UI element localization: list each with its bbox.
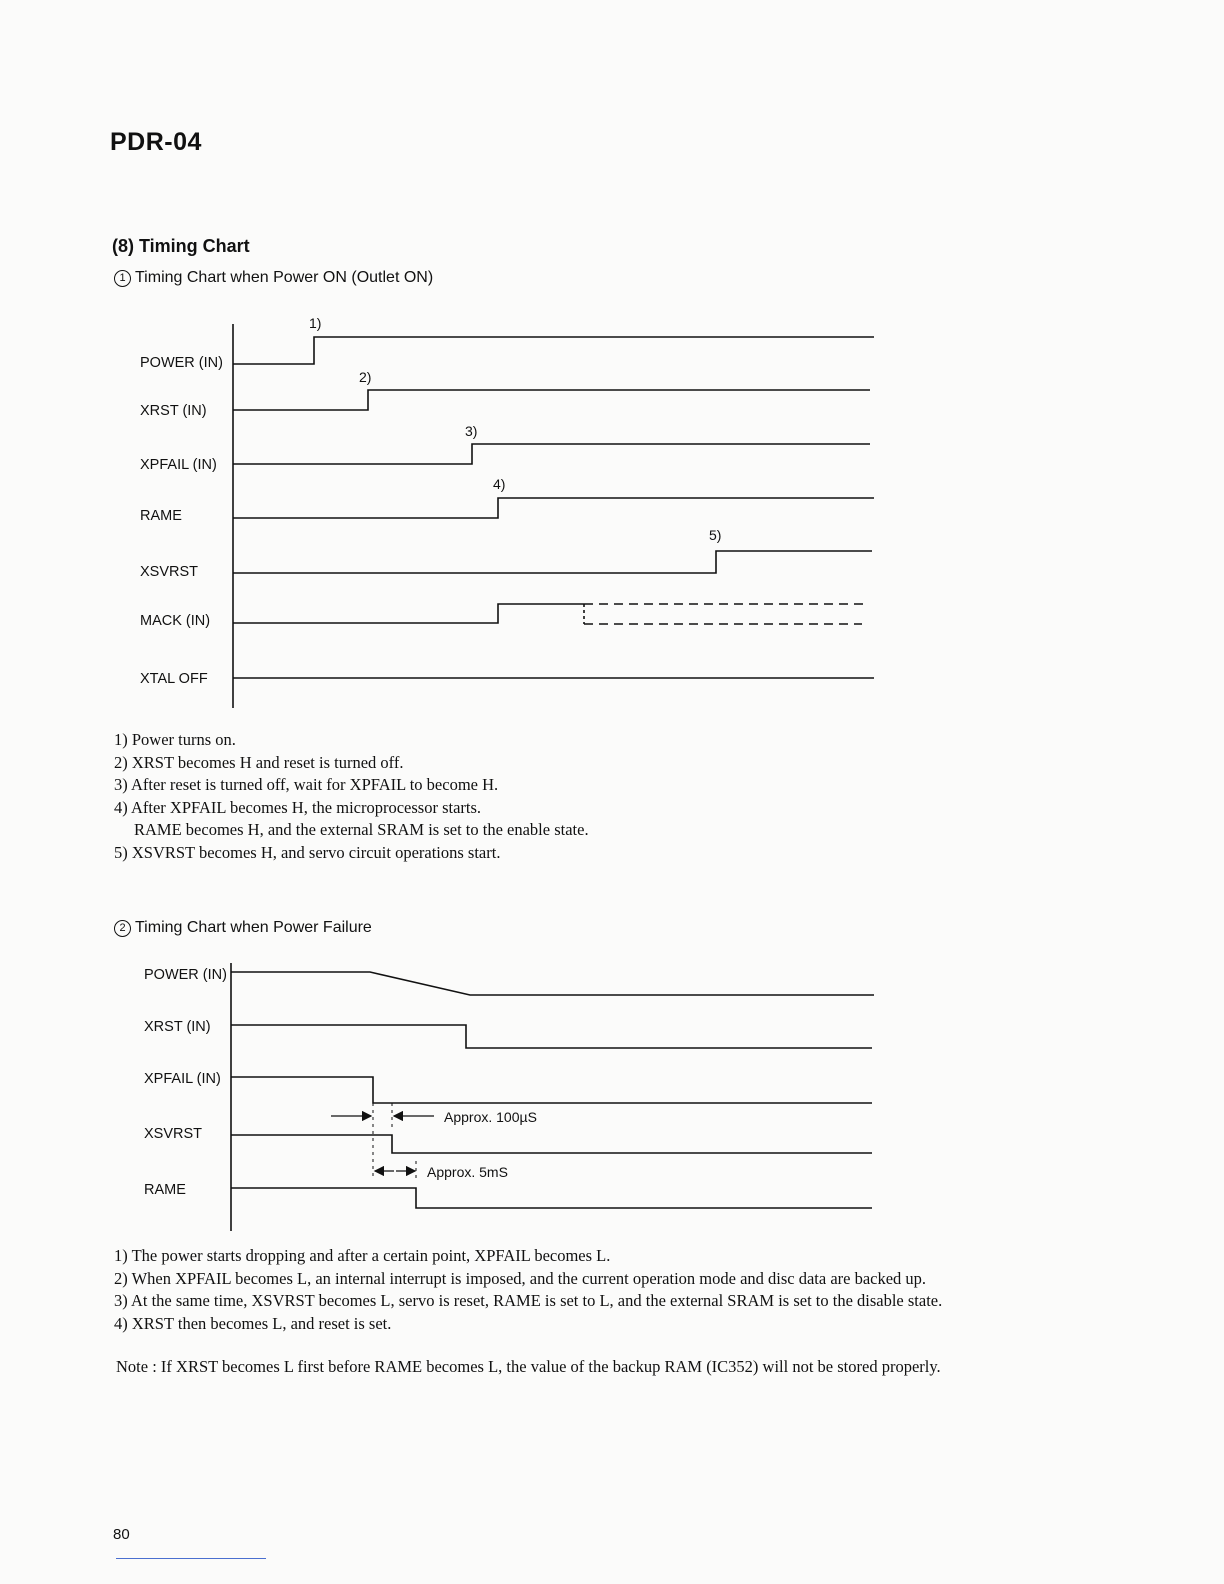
- signal-label: RAME: [140, 508, 182, 524]
- chart1-timing-diagram: [0, 300, 1224, 720]
- chart2-timing-diagram: [0, 955, 1224, 1245]
- signal-label: XPFAIL (IN): [144, 1071, 221, 1087]
- note-item: 2) When XPFAIL becomes L, an internal interrupt is imposed, and the current operation mode and disc data are backed up.: [114, 1268, 927, 1288]
- xpfail-waveform: [231, 1077, 872, 1103]
- backup-ram-note: Note : If XRST becomes L first before RAME becomes L, the value of the backup RAM (IC352) will not be stored properly.: [116, 1357, 941, 1376]
- signal-label: POWER (IN): [144, 967, 227, 983]
- rame-waveform: [233, 498, 874, 518]
- circled-number: 2: [114, 920, 131, 937]
- event-label: 4): [493, 476, 506, 492]
- section-title: (8) Timing Chart: [112, 236, 250, 256]
- signal-label: XRST (IN): [144, 1019, 211, 1035]
- rame-waveform: [231, 1188, 872, 1208]
- signal-label: XRST (IN): [140, 403, 207, 419]
- note-item: 1) The power starts dropping and after a certain point, XPFAIL becomes L.: [114, 1246, 611, 1265]
- chart2-heading: [114, 919, 372, 937]
- circled-number: 1: [114, 270, 131, 287]
- xrst-waveform: [231, 1025, 872, 1048]
- xsvrst-waveform: [233, 551, 872, 573]
- chart1-title: Timing Chart when Power ON (Outlet ON): [135, 269, 434, 286]
- footer-rule: [116, 1558, 266, 1559]
- note-item: 5) XSVRST becomes H, and servo circuit operations start.: [114, 842, 501, 862]
- chart2-title: Timing Chart when Power Failure: [135, 919, 372, 936]
- event-label: 3): [465, 423, 478, 439]
- xpfail-waveform: [233, 444, 870, 464]
- signal-label: RAME: [144, 1182, 186, 1198]
- xrst-waveform: [233, 390, 870, 410]
- annotation-5ms: Approx. 5mS: [427, 1164, 508, 1180]
- signal-label: XSVRST: [144, 1126, 203, 1142]
- mack-waveform: [233, 604, 584, 623]
- note-item: 3) After reset is turned off, wait for XPFAIL to become H.: [114, 775, 499, 795]
- chart1-notes: [114, 729, 589, 865]
- page-number: 80: [113, 1526, 130, 1543]
- note-item: 4) XRST then becomes L, and reset is set.: [114, 1313, 392, 1333]
- xsvrst-waveform: [231, 1135, 872, 1153]
- note-item: 1) Power turns on.: [114, 730, 236, 749]
- chart2-notes: [114, 1245, 942, 1335]
- power-waveform: [233, 337, 874, 364]
- signal-label: POWER (IN): [140, 355, 223, 371]
- signal-label: XSVRST: [140, 564, 199, 580]
- signal-label: XPFAIL (IN): [140, 457, 217, 473]
- chart1-heading: [114, 269, 433, 287]
- event-label: 2): [359, 369, 372, 385]
- model-title: PDR-04: [110, 128, 202, 156]
- signal-label: MACK (IN): [140, 613, 211, 629]
- note-item: 3) At the same time, XSVRST becomes L, servo is reset, RAME is set to L, and the external SRAM is set to the disable state.: [114, 1291, 943, 1311]
- event-label: 1): [309, 315, 322, 331]
- event-label: 5): [709, 527, 722, 543]
- signal-label: XTAL OFF: [140, 671, 208, 687]
- note-item: 4) After XPFAIL becomes H, the microprocessor starts.: [114, 797, 482, 817]
- annotation-100us: Approx. 100µS: [444, 1109, 537, 1125]
- note-item: RAME becomes H, and the external SRAM is set to the enable state.: [134, 820, 589, 840]
- power-waveform: [231, 972, 874, 995]
- note-item: 2) XRST becomes H and reset is turned off.: [114, 752, 404, 772]
